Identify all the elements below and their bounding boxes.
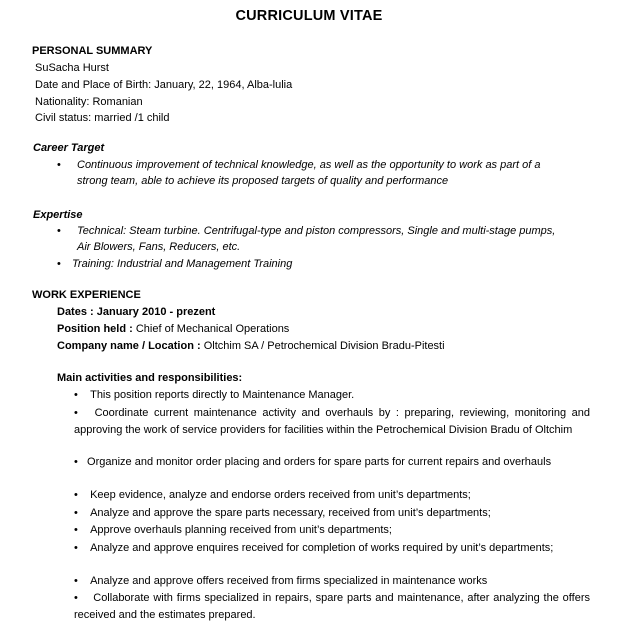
activity-text: Collaborate with firms specialized in repairs, spare parts and maintenance, after analyzing the offers received and the estimates prepared.: [74, 592, 590, 621]
work-experience-heading: WORK EXPERIENCE: [32, 289, 141, 301]
position-held: [57, 321, 289, 338]
activity-item: [74, 505, 590, 522]
expertise-training: Training: Industrial and Management Training: [72, 258, 293, 270]
bullet-icon: •: [74, 524, 78, 536]
activity-text: Analyze and approve offers received from firms specialized in maintenance works: [90, 575, 488, 587]
activity-item: [74, 590, 590, 623]
birth-line: Date and Place of Birth: January, 22, 1964, Alba-lulia: [35, 79, 293, 91]
bullet-icon: •: [57, 258, 61, 270]
bullet-icon: •: [57, 159, 61, 171]
career-target-heading: Career Target: [33, 142, 105, 154]
position-held-value: Chief of Mechanical Operations: [132, 323, 290, 335]
activity-text: This position reports directly to Maintenance Manager.: [90, 389, 355, 401]
personal-summary-heading: PERSONAL SUMMARY: [32, 45, 153, 57]
expertise-technical-line2: Air Blowers, Fans, Reducers, etc.: [77, 241, 241, 253]
activity-item: [74, 522, 590, 539]
name-line: SuSacha Hurst: [35, 62, 109, 74]
bullet-icon: •: [74, 507, 78, 519]
expertise-technical-line1: Technical: Steam turbine. Centrifugal-type and piston compressors, Single and multi-stage pumps,: [77, 225, 556, 237]
position-held-label: Position held :: [57, 323, 133, 335]
document-title: CURRICULUM VITAE: [235, 8, 383, 24]
bullet-icon: •: [74, 389, 78, 401]
activity-text: Analyze and approve enquires received for completion of works required by unit’s departments;: [90, 542, 554, 554]
activity-item: [74, 405, 590, 438]
activity-text: Analyze and approve the spare parts necessary, received from unit’s departments;: [90, 507, 491, 519]
civil-status-line: Civil status: married /1 child: [35, 112, 170, 124]
company-location: [57, 338, 445, 355]
work-dates: Dates : January 2010 - prezent: [57, 306, 216, 318]
career-target-text-line1: Continuous improvement of technical knowledge, as well as the opportunity to work as part of a: [77, 159, 541, 171]
activities-heading: Main activities and responsibilities:: [57, 372, 243, 384]
nationality-line: Nationality: Romanian: [35, 96, 143, 108]
activity-item: [74, 573, 590, 590]
activity-item: [74, 540, 590, 557]
activity-text: Coordinate current maintenance activity and overhauls by : preparing, reviewing, monitoring and approving the work of service providers for facilities within the Petrochemical Division Bradu of Oltchim: [74, 407, 590, 436]
bullet-icon: •: [74, 489, 78, 501]
activity-item: [74, 387, 590, 404]
bullet-icon: •: [74, 456, 78, 468]
activity-text: Keep evidence, analyze and endorse orders received from unit’s departments;: [90, 489, 471, 501]
activity-text: Approve overhauls planning received from unit’s departments;: [90, 524, 392, 536]
activity-item: [74, 487, 590, 504]
bullet-icon: •: [74, 575, 78, 587]
bullet-icon: •: [74, 592, 78, 604]
company-location-value: Oltchim SA / Petrochemical Division Bradu-Pitesti: [200, 340, 445, 352]
activity-item: [74, 454, 590, 471]
bullet-icon: •: [74, 542, 78, 554]
career-target-text-line2: strong team, able to achieve its proposed targets of quality and performance: [77, 175, 449, 187]
expertise-heading: Expertise: [33, 209, 83, 221]
bullet-icon: •: [57, 225, 61, 237]
company-location-label: Company name / Location :: [57, 340, 201, 352]
activity-text: Organize and monitor order placing and orders for spare parts for current repairs and overhauls: [87, 456, 552, 468]
bullet-icon: •: [74, 407, 78, 419]
